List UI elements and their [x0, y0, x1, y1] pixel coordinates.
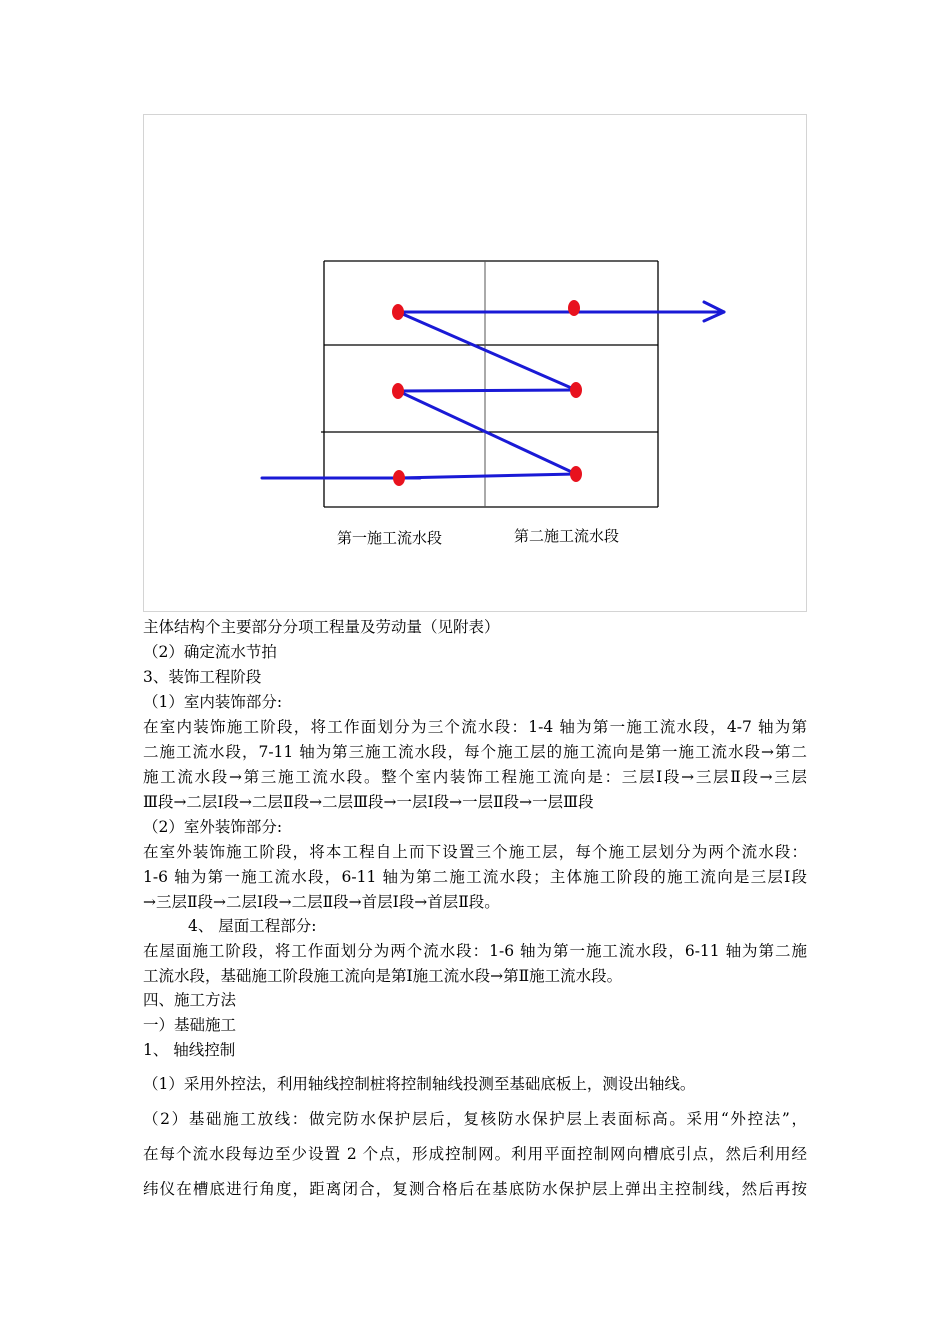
flow-diagonal-upper — [398, 312, 576, 390]
text-line: 在屋面施工阶段，将工作面划分为两个流水段：1-6 轴为第一施工流水段，6-11 轴为第二施 — [143, 942, 807, 960]
section-heading: 1、 轴线控制 — [143, 1041, 236, 1059]
node-dot — [570, 466, 582, 482]
text-line: 纬仪在槽底进行角度，距离闭合，复测合格后在基底防水保护层上弹出主控制线，然后再按 — [143, 1180, 807, 1198]
text-line: （2）室外装饰部分: — [143, 818, 283, 836]
flow-diagram — [144, 115, 808, 613]
text-line: 施工流水段→第三施工流水段。整个室内装饰工程施工流向是：三层Ⅰ段→三层Ⅱ段→三层 — [143, 768, 807, 786]
node-dot — [570, 382, 582, 398]
section-heading: 3、装饰工程阶段 — [143, 668, 262, 686]
segment-label-second: 第二施工流水段 — [514, 527, 620, 545]
flow-diagram-figure — [143, 114, 807, 612]
text-line: （2）确定流水节拍 — [143, 643, 277, 661]
node-dot — [393, 470, 405, 486]
section-heading: 一）基础施工 — [143, 1016, 237, 1034]
text-line: （1）采用外控法，利用轴线控制桩将控制轴线投测至基础底板上，测设出轴线。 — [143, 1075, 696, 1093]
text-line: 在室外装饰施工阶段，将本工程自上而下设置三个施工层，每个施工层划分为两个流水段： — [143, 843, 807, 861]
flow-segment-bottom — [398, 474, 576, 478]
flow-path — [262, 302, 724, 478]
text-line: 在每个流水段每边至少设置 2 个点，形成控制网。利用平面控制网向槽底引点，然后利用经 — [143, 1145, 807, 1163]
grid-lines — [321, 261, 658, 507]
text-line: （1）室内装饰部分: — [143, 693, 283, 711]
node-dot — [568, 300, 580, 316]
text-line: Ⅲ段→二层Ⅰ段→二层Ⅱ段→二层Ⅲ段→一层Ⅰ段→一层Ⅱ段→一层Ⅲ段 — [143, 793, 594, 811]
text-line: （2）基础施工放线：做完防水保护层后，复核防水保护层上表面标高。采用“外控法”， — [143, 1110, 807, 1128]
section-heading: 4、 屋面工程部分: — [188, 917, 317, 935]
text-line: 主体结构个主要部分分项工程量及劳动量（见附表） — [143, 618, 500, 636]
node-dot — [392, 304, 404, 320]
flow-segment-middle — [398, 390, 576, 391]
segment-label-first: 第一施工流水段 — [337, 529, 443, 547]
text-line: →三层Ⅱ段→二层Ⅰ段→二层Ⅱ段→首层Ⅰ段→首层Ⅱ段。 — [143, 893, 500, 911]
node-dots — [392, 300, 582, 486]
text-line: 1-6 轴为第一施工流水段，6-11 轴为第二施工流水段；主体施工阶段的施工流向是三层Ⅰ段 — [143, 868, 807, 886]
section-heading: 四、施工方法 — [143, 991, 237, 1009]
node-dot — [392, 383, 404, 399]
text-line: 工流水段，基础施工阶段施工流向是第Ⅰ施工流水段→第Ⅱ施工流水段。 — [143, 967, 623, 985]
text-line: 在室内装饰施工阶段，将工作面划分为三个流水段：1-4 轴为第一施工流水段，4-7 轴为第 — [143, 718, 807, 736]
text-line: 二施工流水段，7-11 轴为第三施工流水段，每个施工层的施工流向是第一施工流水段→第二 — [143, 743, 807, 761]
